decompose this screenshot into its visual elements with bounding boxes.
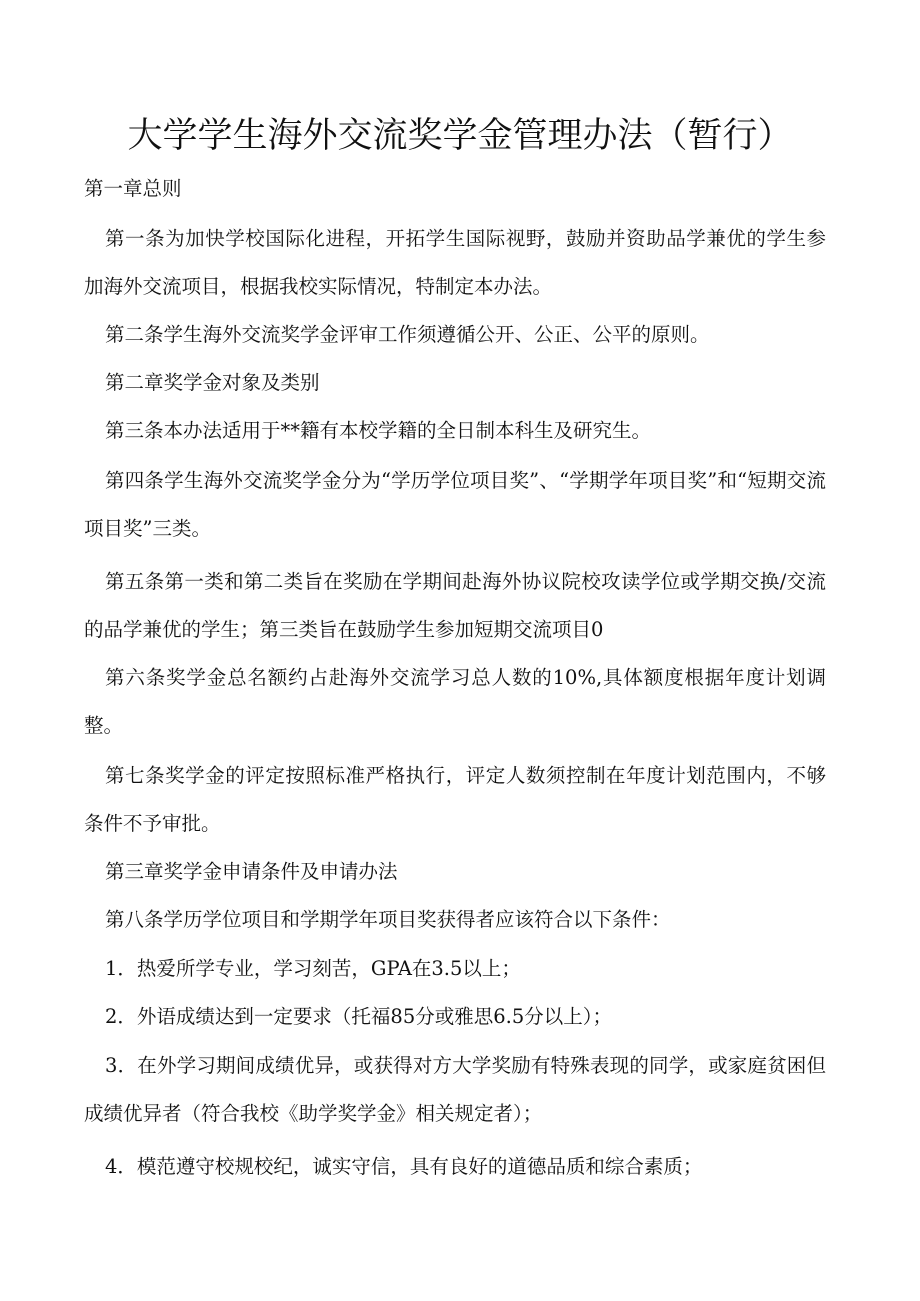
condition-1: 1．热爱所学专业，学习刻苦，GPA在3.5以上； (105, 957, 521, 980)
chapter-3-heading: 第三章奖学金申请条件及申请办法 (105, 860, 398, 883)
chapter-1-heading: 第一章总则 (84, 177, 182, 200)
condition-2: 2．外语成绩达到一定要求（托福85分或雅思6.5分以上）； (105, 1005, 612, 1028)
condition-4: 4．模范遵守校规校纪，诚实守信，具有良好的道德品质和综合素质； (105, 1155, 703, 1178)
article-4: 第四条学生海外交流奖学金分为“学历学位项目奖”、“学期学年项目奖”和“短期交流项目奖”三类。 (84, 469, 826, 540)
article-2: 第二条学生海外交流奖学金评审工作须遵循公开、公正、公平的原则。 (105, 323, 710, 346)
article-6: 第六条奖学金总名额约占赴海外交流学习总人数的10%,具体额度根据年度计划调整。 (84, 666, 826, 737)
document-title: 大学学生海外交流奖学金管理办法（暂行） (127, 116, 793, 156)
condition-3: 3．在外学习期间成绩优异，或获得对方大学奖励有特殊表现的同学，或家庭贫困但成绩优异者（符合我校《助学奖学金》相关规定者）； (84, 1054, 826, 1125)
article-8: 第八条学历学位项目和学期学年项目奖获得者应该符合以下条件： (105, 908, 671, 931)
article-7: 第七条奖学金的评定按照标准严格执行，评定人数须控制在年度计划范围内，不够条件不予审批。 (84, 764, 826, 835)
article-3: 第三条本办法适用于**籍有本校学籍的全日制本科生及研究生。 (105, 419, 652, 442)
chapter-2-heading: 第二章奖学金对象及类别 (105, 371, 320, 394)
article-1: 第一条为加快学校国际化进程，开拓学生国际视野，鼓励并资助品学兼优的学生参加海外交流项目，根据我校实际情况，特制定本办法。 (84, 227, 826, 298)
article-5: 第五条第一类和第二类旨在奖励在学期间赴海外协议院校攻读学位或学期交换/交流的品学兼优的学生；第三类旨在鼓励学生参加短期交流项目0 (84, 570, 826, 641)
